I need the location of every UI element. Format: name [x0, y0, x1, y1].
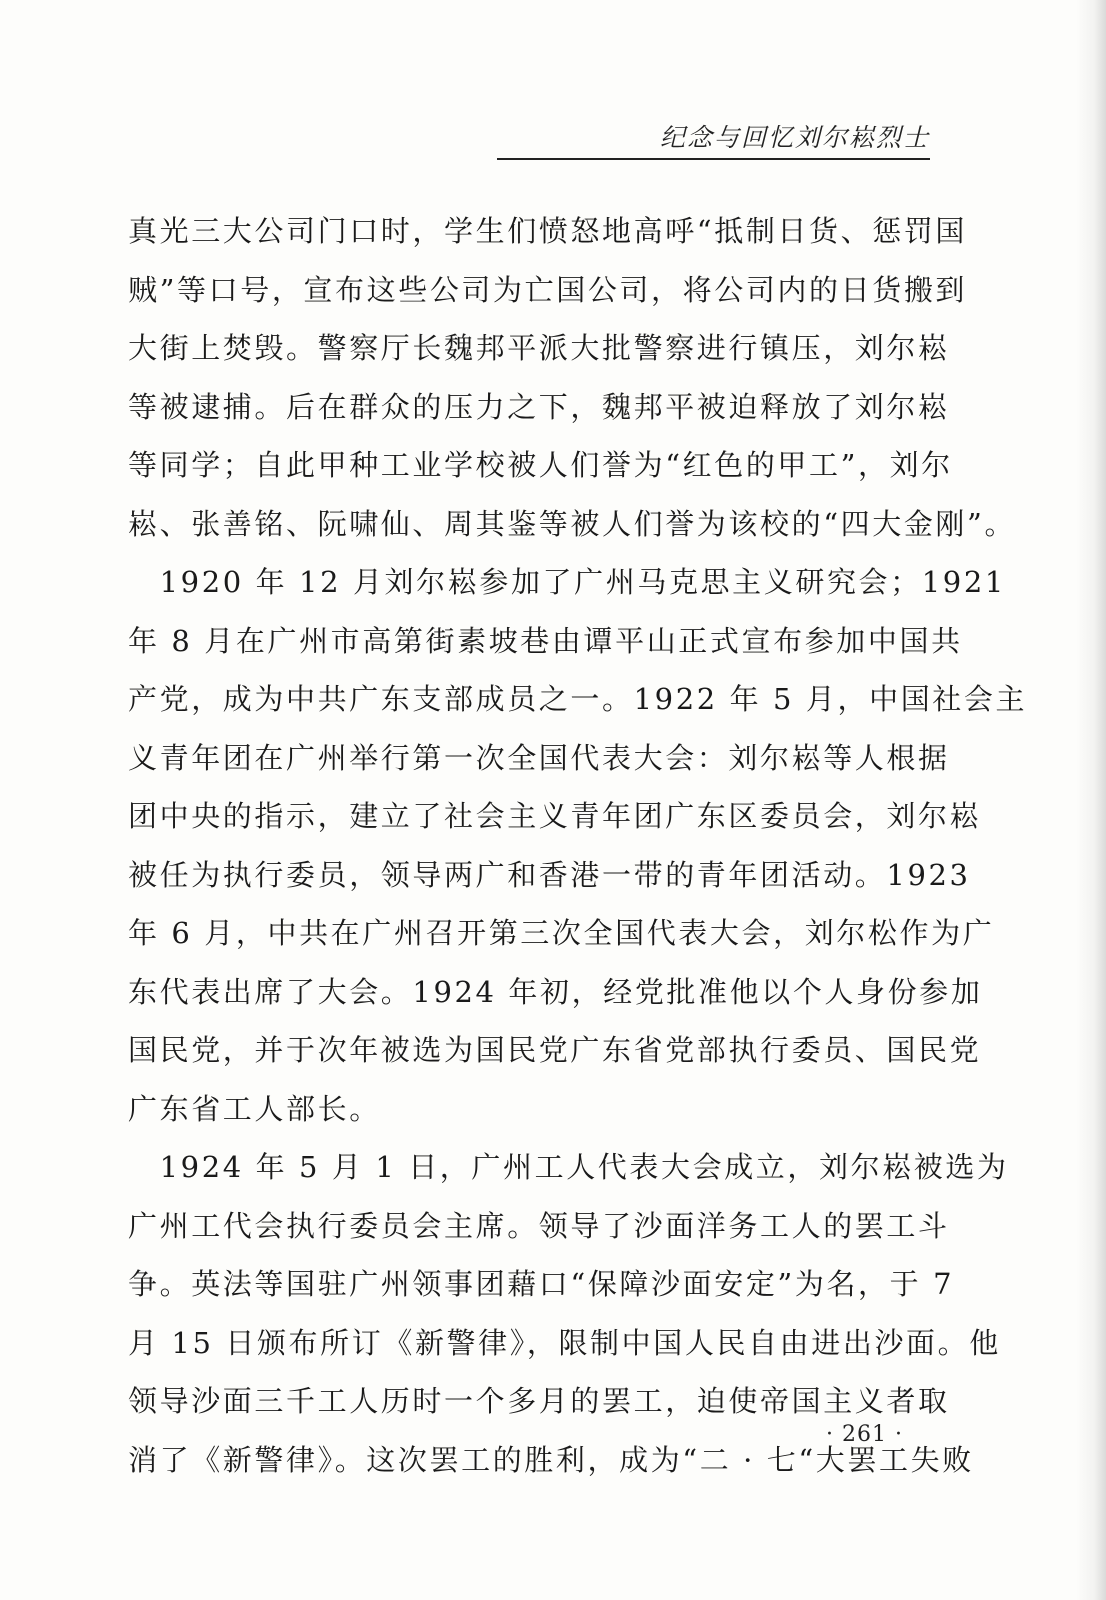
- text-line: 年 6 月，中共在广州召开第三次全国代表大会，刘尔松作为广: [128, 916, 995, 950]
- text-line: 月 15 日颁布所订《新警律》，限制中国人民自由进出沙面。他: [128, 1325, 1001, 1360]
- body-text: [128, 202, 1028, 1489]
- text-line: 团中央的指示，建立了社会主义青年团广东区委员会，刘尔崧: [128, 799, 982, 833]
- page-edge-shadow: [1076, 0, 1106, 1600]
- text-line: 大街上焚毁。警察厅长魏邦平派大批警察进行镇压，刘尔崧: [128, 331, 950, 365]
- text-line: 崧、张善铭、阮啸仙、周其鉴等被人们誉为该校的“四大金刚”。: [128, 506, 1017, 541]
- text-line: 领导沙面三千工人历时一个多月的罢工，迫使帝国主义者取: [128, 1384, 950, 1418]
- text-line: 1924 年 5 月 1 日，广州工人代表大会成立，刘尔崧被选为: [128, 1150, 1009, 1184]
- page-number: · 261 ·: [826, 1422, 903, 1447]
- text-line: 被任为执行委员，领导两广和香港一带的青年团活动。1923: [128, 857, 971, 892]
- text-line: 东代表出席了大会。1924 年初，经党批准他以个人身份参加: [128, 974, 983, 1009]
- header-rule: [497, 158, 930, 160]
- running-header: 纪念与回忆刘尔崧烈士: [659, 123, 930, 152]
- text-line: 争。英法等国驻广州领事团藉口“保障沙面安定”为名，于 7: [128, 1267, 955, 1301]
- text-line: 义青年团在广州举行第一次全国代表大会：刘尔崧等人根据: [128, 740, 950, 775]
- text-line: 年 8 月在广州市高第街素坡巷由谭平山正式宣布参加中国共: [128, 623, 963, 658]
- text-line: 消了《新警律》。这次罢工的胜利，成为“二 · 七“大罢工失败: [128, 1442, 974, 1477]
- text-line: 广东省工人部长。: [128, 1091, 381, 1126]
- text-line: 贼”等口号，宣布这些公司为亡国公司，将公司内的日货搬到: [128, 272, 968, 307]
- text-line: 等被逮捕。后在群众的压力之下，魏邦平被迫释放了刘尔崧: [128, 389, 950, 424]
- text-line: 真光三大公司门口时，学生们愤怒地高呼“抵制日货、惩罚国: [128, 214, 968, 248]
- text-line: 等同学；自此甲种工业学校被人们誉为“红色的甲工”，刘尔: [128, 448, 953, 482]
- text-line: 产党，成为中共广东支部成员之一。1922 年 5 月，中国社会主: [128, 682, 1028, 716]
- text-line: 1920 年 12 月刘尔崧参加了广州马克思主义研究会；1921: [128, 565, 1006, 599]
- text-line: 国民党，并于次年被选为国民党广东省党部执行委员、国民党: [128, 1033, 982, 1067]
- text-line: 广州工代会执行委员会主席。领导了沙面洋务工人的罢工斗: [128, 1208, 950, 1243]
